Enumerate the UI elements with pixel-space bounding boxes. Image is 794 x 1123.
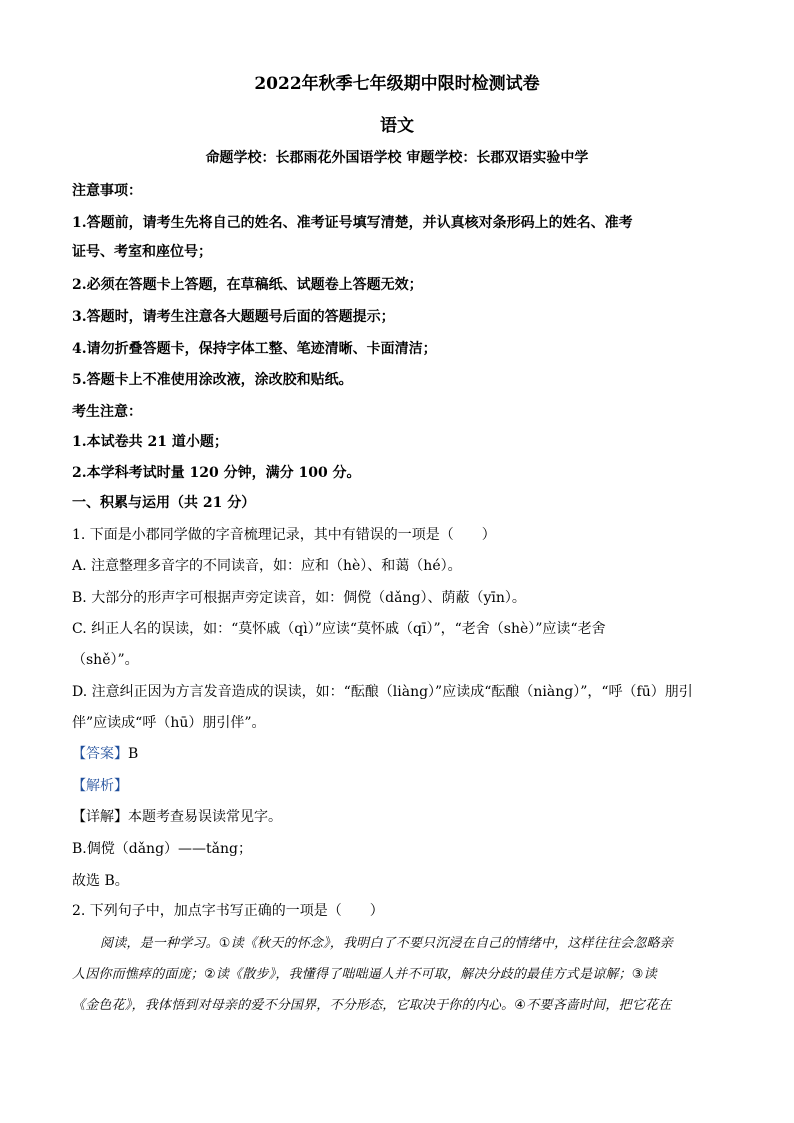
analysis-tag: 【解析】 xyxy=(72,778,128,794)
question-2-stem: 2. 下列句子中，加点字书写正确的一项是（ ） xyxy=(72,903,384,919)
notes-item-2: 2.必须在答题卡上答题，在草稿纸、试题卷上答题无效； xyxy=(72,277,423,293)
question-1-option-c-line-2: （shě）”。 xyxy=(72,652,139,668)
notes-item-4: 4.请勿折叠答题卡，保持字体工整、笔迹清晰、卡面清洁； xyxy=(72,341,437,357)
candidate-item-2: 2.本学科考试时量 120 分钟，满分 100 分。 xyxy=(72,465,361,481)
correction-line: B.倜傥（dǎng）——tǎng； xyxy=(72,841,252,857)
question-1-option-a: A. 注意整理多音字的不同读音，如：应和（hè）、和蔼（hé）。 xyxy=(72,558,462,574)
notes-item-5: 5.答题卡上不准使用涂改液，涂改胶和贴纸。 xyxy=(72,372,353,388)
answer-line xyxy=(72,744,724,764)
answer-tag: 【答案】 xyxy=(72,746,128,762)
notes-item-1-line-1: 1.答题前，请考生先将自己的姓名、准考证号填写清楚，并认真核对条形码上的姓名、准考 xyxy=(72,215,633,231)
passage-line-2: 人因你而憔瘁的面庞；②读《散步》，我懂得了咄咄逼人并不可取，解决分歧的最佳方式是谅解；③读 xyxy=(72,967,657,982)
passage-line-1: 阅读，是一种学习。①读《秋天的怀念》，我明白了不要只沉浸在自己的情绪中，这样往往会忽略亲 xyxy=(100,936,673,951)
question-1-option-c-line-1: C. 纠正人名的误读，如：“莫怀戚（qì）”应读“莫怀戚（qī）”，“老舍（shè）”应读“老舍 xyxy=(72,621,606,637)
conclusion-line: 故选 B。 xyxy=(72,873,129,889)
candidate-item-1: 1.本试卷共 21 道小题； xyxy=(72,434,228,450)
answer-value: B xyxy=(128,746,139,762)
subject-title: 语文 xyxy=(380,116,414,136)
notes-item-3: 3.答题时，请考生注意各大题题号后面的答题提示； xyxy=(72,309,395,325)
passage-line-3: 《金色花》，我体悟到对母亲的爱不分国界，不分形态，它取决于你的内心。④不要吝啬时间，把它花在 xyxy=(72,998,672,1013)
exam-title: 2022年秋季七年级期中限时检测试卷 xyxy=(254,74,540,94)
section-1-heading: 一、积累与运用（共 21 分） xyxy=(72,495,256,511)
detail-line: 【详解】本题考查易误读常见字。 xyxy=(72,809,282,825)
notes-heading: 注意事项： xyxy=(72,183,142,199)
notes-item-1-line-2: 证号、考室和座位号； xyxy=(72,244,212,260)
question-1-option-b: B. 大部分的形声字可根据声旁定读音，如：倜傥（dǎng）、荫蔽（yīn）。 xyxy=(72,590,526,606)
school-info: 命题学校：长郡雨花外国语学校 审题学校：长郡双语实验中学 xyxy=(205,150,589,166)
question-1-option-d-line-2: 伴”应读成“呼（hū）朋引伴”。 xyxy=(72,715,266,731)
question-1-stem: 1. 下面是小郡同学做的字音梳理记录，其中有错误的一项是（ ） xyxy=(72,527,496,543)
candidate-heading: 考生注意： xyxy=(72,404,142,420)
question-1-option-d-line-1: D. 注意纠正因为方言发音造成的误读，如：“酝酿（liàng）”应读成“酝酿（niàng）”，“呼（fū）朋引 xyxy=(72,684,693,700)
